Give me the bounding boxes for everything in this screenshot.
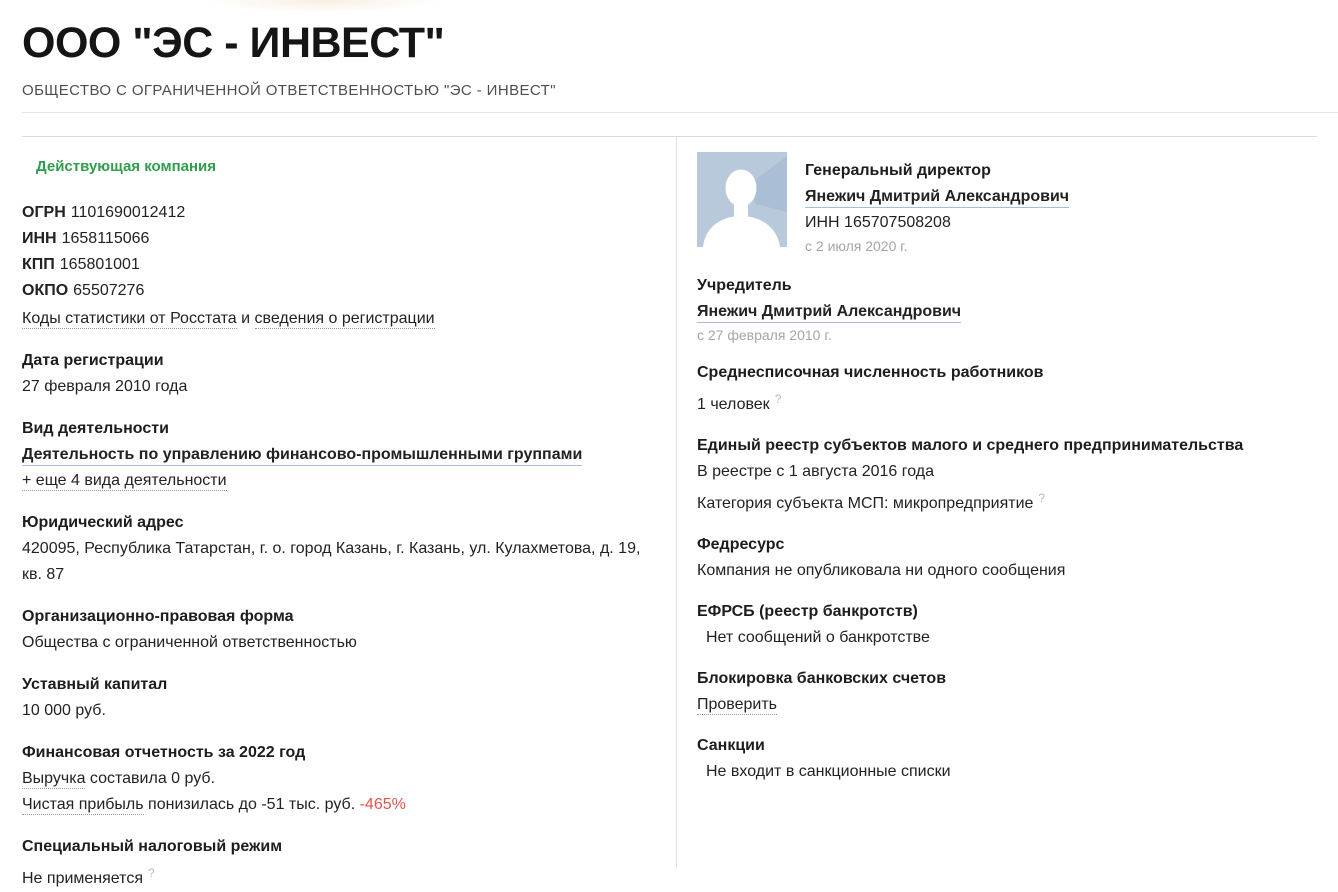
more-activities-link[interactable]: + еще 4 вида деятельности <box>22 472 227 489</box>
person-silhouette-icon <box>697 152 787 247</box>
bank-blocks-check-row <box>697 692 1317 718</box>
help-hint-icon[interactable]: ? <box>1038 491 1046 505</box>
header-divider <box>22 112 1338 113</box>
column-divider <box>676 137 677 869</box>
capital-value: 10 000 руб. <box>22 702 106 719</box>
kpp-label: КПП <box>22 256 55 273</box>
revenue-term-link[interactable]: Выручка <box>22 770 86 787</box>
finance-revenue-row <box>22 766 656 792</box>
help-hint-icon[interactable]: ? <box>774 392 782 406</box>
company-status-badge: Действующая компания <box>36 158 217 175</box>
bank-blocks-label: Блокировка банковских счетов <box>697 670 947 687</box>
section-activity <box>22 416 656 494</box>
section-efrsb <box>697 599 1317 651</box>
fedresurs-label: Федресурс <box>697 536 785 553</box>
founder-since: с 27 февраля 2010 г. <box>697 327 832 343</box>
ogrn-value: 1101690012412 <box>70 204 186 221</box>
section-founder <box>697 273 1317 345</box>
management-column <box>697 137 1317 785</box>
fedresurs-value: Компания не опубликовала ни одного сообщения <box>697 562 1066 579</box>
registration-info-link[interactable]: сведения о регистрации <box>254 310 435 327</box>
founder-name-link[interactable]: Янежич Дмитрий Александрович <box>697 303 961 323</box>
section-employees <box>697 360 1317 418</box>
activity-more-row <box>22 468 656 494</box>
ogrn-label: ОГРН <box>22 204 66 221</box>
director-since: с 2 июля 2020 г. <box>805 238 908 254</box>
legal-form-label: Организационно-правовая форма <box>22 608 294 625</box>
section-fedresurs <box>697 532 1317 584</box>
founder-name-row <box>697 299 1317 325</box>
sanctions-label: Санкции <box>697 737 765 754</box>
kpp-value: 165801001 <box>59 256 140 273</box>
registration-date-label: Дата регистрации <box>22 352 164 369</box>
legal-address-label: Юридический адрес <box>22 514 184 531</box>
conjunction-text: и <box>236 310 255 327</box>
sanctions-value: Не входит в санкционные списки <box>706 763 951 780</box>
msp-label: Единый реестр субъектов малого и среднего предпринимательства <box>697 437 1244 454</box>
director-inn: ИНН 165707508208 <box>805 214 951 231</box>
section-capital <box>22 672 656 724</box>
capital-label: Уставный капитал <box>22 676 168 693</box>
employees-label: Среднесписочная численность работников <box>697 364 1044 381</box>
activity-main-row <box>22 442 656 468</box>
revenue-text: составила 0 руб. <box>85 770 216 787</box>
section-bank-blocks <box>697 666 1317 718</box>
tax-regime-label: Специальный налоговый режим <box>22 838 283 855</box>
check-bank-blocks-link[interactable]: Проверить <box>697 696 778 713</box>
inn-row <box>22 226 656 252</box>
legal-form-value: Общества с ограниченной ответственностью <box>22 634 357 651</box>
okpo-value: 65507276 <box>73 282 145 299</box>
profit-text: понизилась до -51 тыс. руб. <box>143 796 360 813</box>
section-legal-form <box>22 604 656 656</box>
inn-value: 1658115066 <box>61 230 150 247</box>
director-info <box>805 152 1069 256</box>
main-activity-link[interactable]: Деятельность по управлению финансово-промышленными группами <box>22 446 582 466</box>
section-msp-registry <box>697 433 1317 517</box>
finance-profit-row <box>22 792 656 818</box>
registry-codes-block <box>22 200 656 304</box>
tax-regime-value: Не применяется <box>22 870 143 887</box>
company-title: ООО "ЭС - ИНВЕСТ" <box>22 19 445 67</box>
efrsb-label: ЕФРСБ (реестр банкротств) <box>697 603 918 620</box>
msp-category: Категория субъекта МСП: микропредприятие <box>697 495 1034 512</box>
finance-label: Финансовая отчетность за 2022 год <box>22 744 306 761</box>
employees-value: 1 человек <box>697 396 770 413</box>
okpo-row <box>22 278 656 304</box>
okpo-label: ОКПО <box>22 282 69 299</box>
msp-category-row <box>697 485 1317 517</box>
section-finance <box>22 740 656 818</box>
profit-change-badge: -465% <box>359 796 406 813</box>
ogrn-row <box>22 200 656 226</box>
company-full-name: ОБЩЕСТВО С ОГРАНИЧЕННОЙ ОТВЕТСТВЕННОСТЬЮ "ЭС - ИНВЕСТ" <box>22 82 556 99</box>
director-title: Генеральный директор <box>805 162 991 179</box>
help-hint-icon[interactable]: ? <box>147 866 155 880</box>
director-avatar <box>697 152 787 247</box>
kpp-row <box>22 252 656 278</box>
efrsb-value: Нет сообщений о банкротстве <box>706 629 930 646</box>
company-details-column <box>22 137 656 892</box>
section-registration-date <box>22 348 656 400</box>
page-header <box>0 0 1338 99</box>
section-sanctions <box>697 733 1317 785</box>
codes-links-row <box>22 306 656 332</box>
msp-since: В реестре с 1 августа 2016 года <box>697 463 935 480</box>
legal-address-value: 420095, Республика Татарстан, г. о. город Казань, г. Казань, ул. Кулахметова, д. 19, кв. 87 <box>22 540 641 583</box>
section-tax-regime <box>22 834 656 892</box>
director-name-row <box>805 184 1069 210</box>
tax-regime-value-row <box>22 860 656 892</box>
employees-value-row <box>697 386 1317 418</box>
registration-date-value: 27 февраля 2010 года <box>22 378 188 395</box>
activity-label: Вид деятельности <box>22 420 169 437</box>
rosstat-codes-link[interactable]: Коды статистики от Росстата <box>22 310 237 327</box>
director-name-link[interactable]: Янежич Дмитрий Александрович <box>805 188 1069 208</box>
founder-label: Учредитель <box>697 277 792 294</box>
inn-label: ИНН <box>22 230 57 247</box>
section-legal-address <box>22 510 656 588</box>
director-block <box>697 152 1317 256</box>
net-profit-term-link[interactable]: Чистая прибыль <box>22 796 144 813</box>
